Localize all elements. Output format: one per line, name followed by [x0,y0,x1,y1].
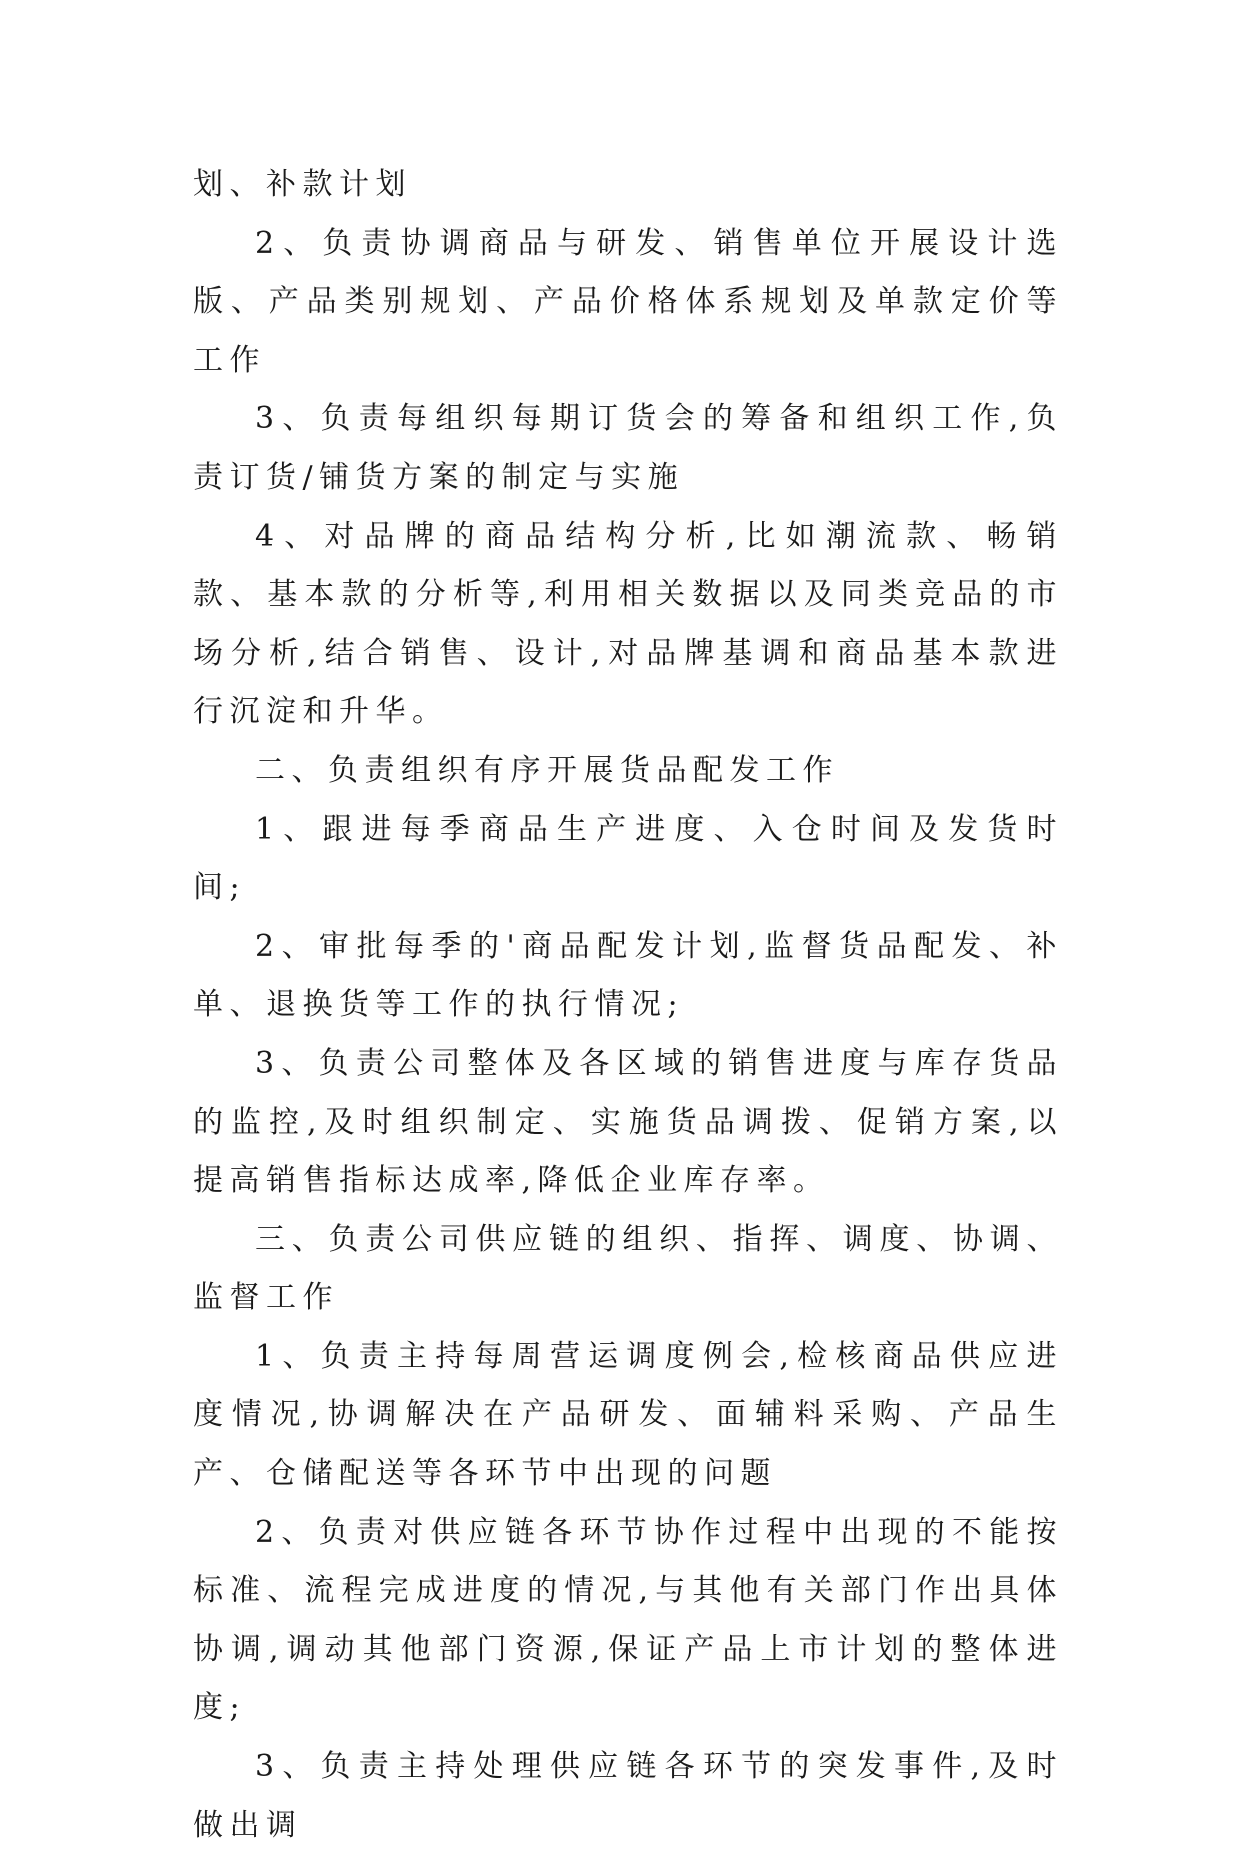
document-body [193,156,1063,1855]
paragraph-9: 2、负责对供应链各环节协作过程中出现的不能按标准、流程完成进度的情况,与其他有关部门作出具体协调,调动其他部门资源,保证产品上市计划的整体进度; [193,1514,1063,1726]
paragraph-7: 3、负责公司整体及各区域的销售进度与库存货品的监控,及时组织制定、实施货品调拨、促销方案,以提高销售指标达成率,降低企业库存率。 [193,1045,1063,1199]
paragraph-1: 划、补款计划 [193,167,412,202]
paragraph-8: 1、负责主持每周营运调度例会,检核商品供应进度情况,协调解决在产品研发、面辅料采购、产品生产、仓储配送等各环节中出现的问题 [193,1338,1063,1492]
paragraph-4: 4、对品牌的商品结构分析,比如潮流款、畅销款、基本款的分析等,利用相关数据以及同类竞品的市场分析,结合销售、设计,对品牌基调和商品基本款进行沉淀和升华。 [193,518,1063,730]
section-heading-3: 三、负责公司供应链的组织、指挥、调度、协调、监督工作 [193,1221,1063,1316]
section-heading-2: 二、负责组织有序开展货品配发工作 [255,752,839,788]
paragraph-6: 2、审批每季的'商品配发计划,监督货品配发、补单、退换货等工作的执行情况; [193,928,1063,1023]
paragraph-3: 3、负责每组织每期订货会的筹备和组织工作,负责订货/铺货方案的制定与实施 [193,401,1063,495]
paragraph-10: 3、负责主持处理供应链各环节的突发事件,及时做出调 [193,1749,1063,1843]
paragraph-5: 1、跟进每季商品生产进度、入仓时间及发货时间; [193,811,1063,906]
paragraph-2: 2、负责协调商品与研发、销售单位开展设计选版、产品类别规划、产品价格体系规划及单款定价等工作 [193,225,1063,378]
